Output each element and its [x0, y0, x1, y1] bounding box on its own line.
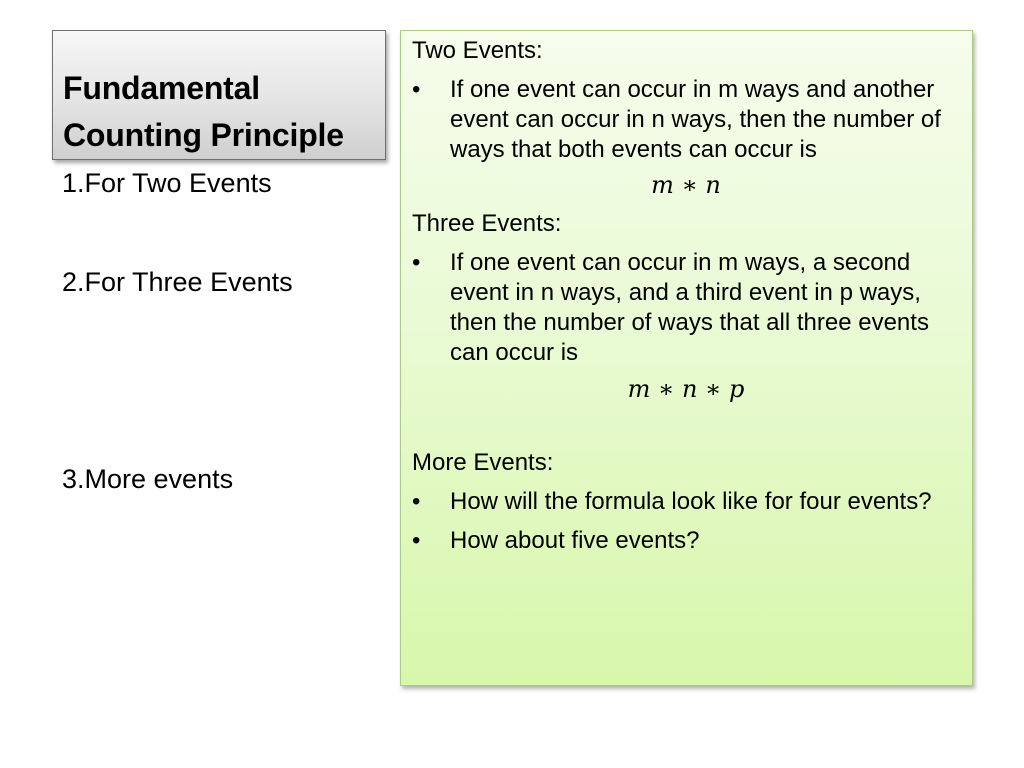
two-events-text: If one event can occur in m ways and another event can occur in n ways, then the number of ways that both events can occur is [450, 76, 941, 163]
topic-item-two-events: 1.For Two Events [62, 168, 272, 198]
two-events-heading: Two Events: [412, 37, 543, 64]
more-events-heading: More Events: [412, 449, 554, 476]
three-events-bullet [412, 248, 960, 368]
three-events-text: If one event can occur in m ways, a second event in n ways, and a third event in p ways, then the number of ways that all three events can occur is [450, 249, 929, 366]
content-box [400, 30, 973, 686]
slide-title: Fundamental Counting Principle [63, 70, 344, 153]
bullet-icon: • [412, 249, 421, 276]
bullet-icon: • [412, 527, 421, 554]
topic-item-more-events: 3.More events [62, 464, 234, 494]
two-events-formula: m ∗ n [651, 171, 721, 199]
three-events-formula: m ∗ n ∗ p [627, 375, 745, 403]
title-box [52, 30, 386, 160]
two-events-bullet [412, 75, 960, 165]
more-events-bullet-1 [412, 487, 960, 517]
bullet-icon: • [412, 488, 421, 515]
more-events-bullet-2 [412, 526, 960, 556]
more-events-text-2: How about five events? [450, 527, 700, 554]
bullet-icon: • [412, 76, 421, 103]
topic-item-three-events: 2.For Three Events [62, 267, 293, 297]
three-events-heading: Three Events: [412, 210, 562, 237]
more-events-text-1: How will the formula look like for four events? [450, 488, 932, 515]
